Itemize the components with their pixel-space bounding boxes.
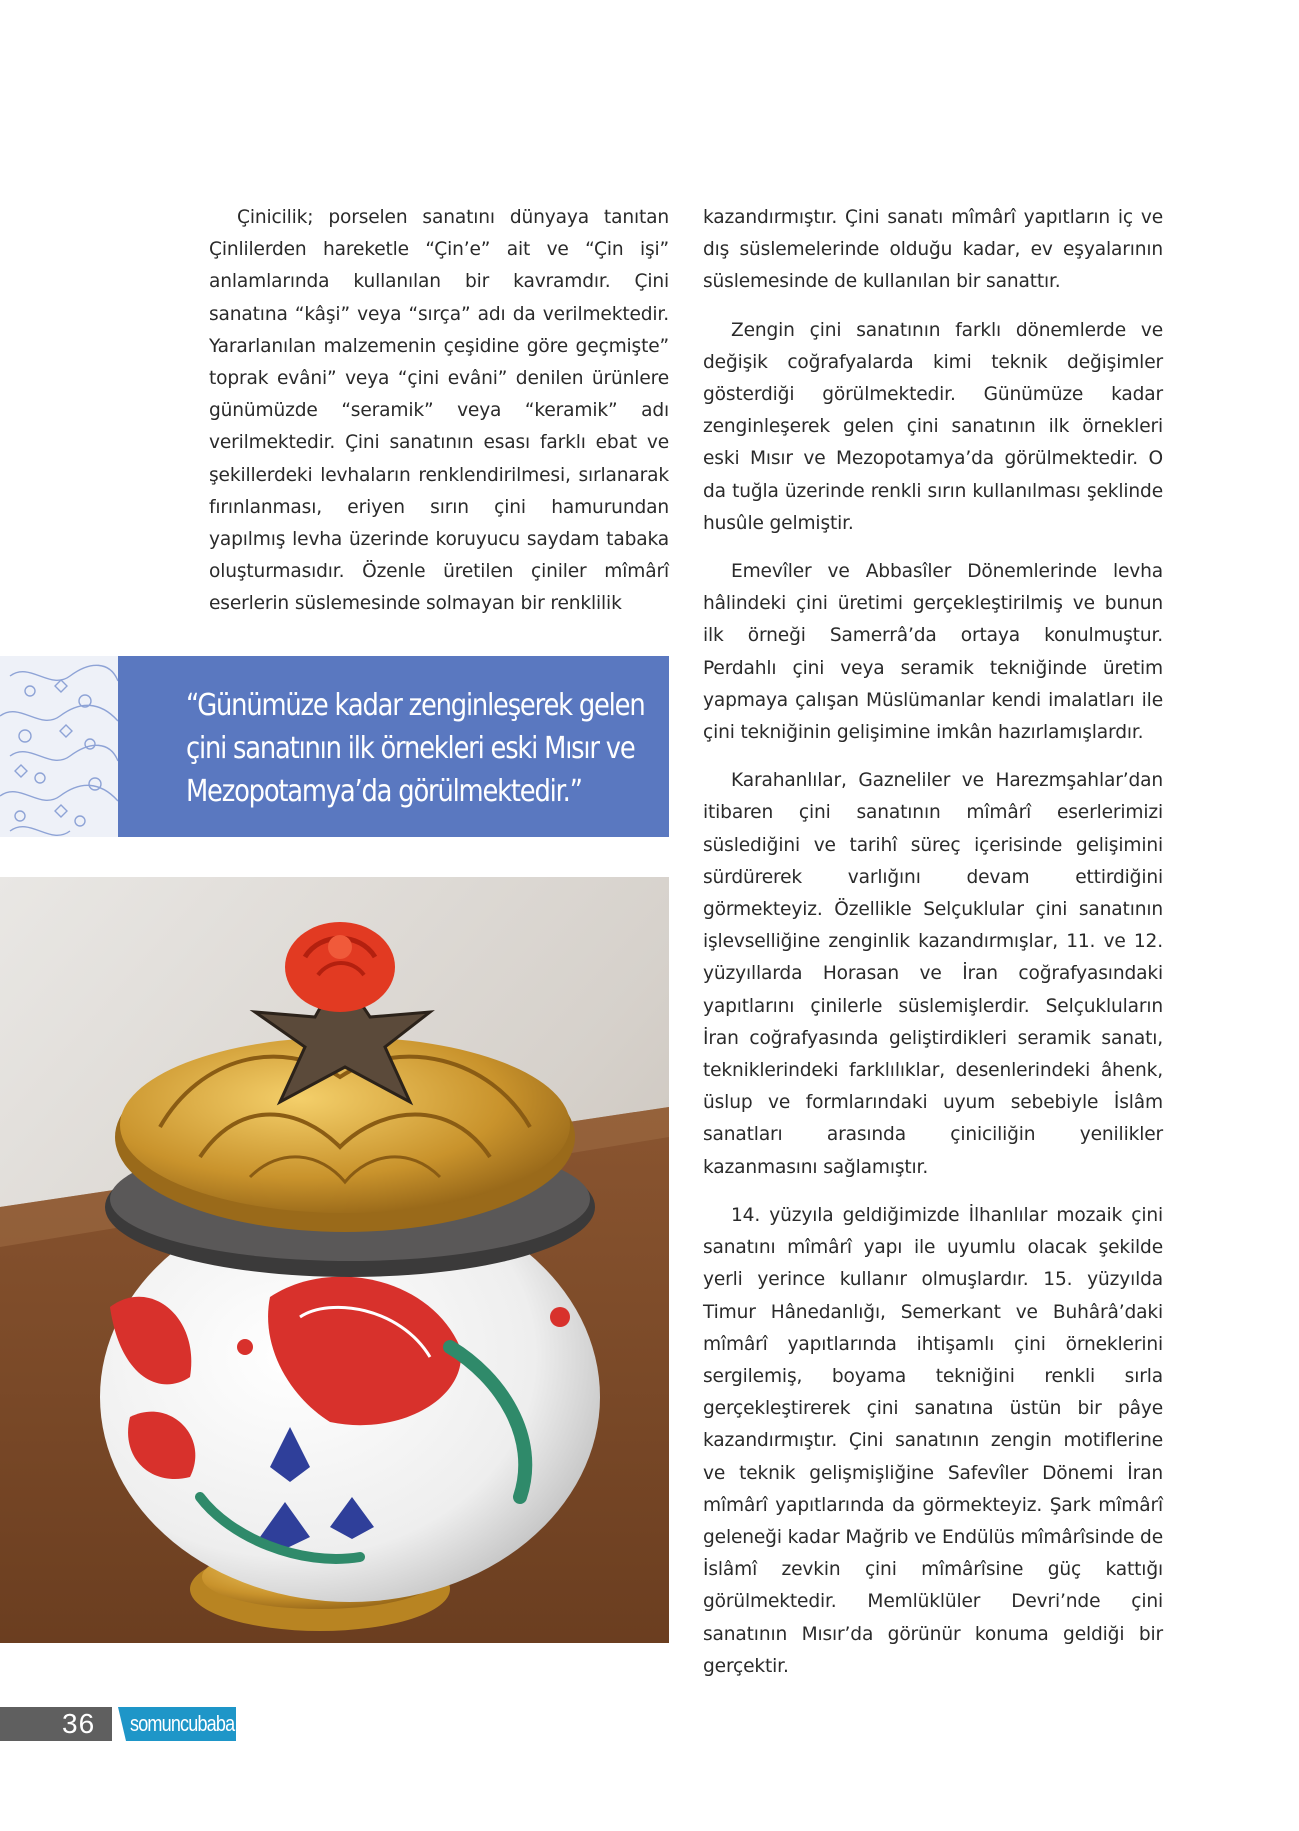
body-paragraph: Zengin çini sanatının farklı dönemlerde ve değişik coğrafyalarda kimi teknik değişimler gösterdiği görülmektedir. Günümüze kadar zenginleşerek gelen çini sanatının ilk örnekleri eski Mısır ve Mezopotamya’da görülmektedir. O da tuğla üzerinde renkli sırın kullanılması şeklinde husûle gelmiştir. [703,319,1163,534]
pull-quote-text: “Günümüze kadar zenginleşerek gelen çini sanatının ilk örnekleri eski Mısır ve Mezopotamya’da görülmektedir.” [186,688,645,809]
floral-pattern-icon [0,656,118,837]
right-text-column [703,202,1163,1699]
pull-quote-band [0,656,669,837]
ceramic-jar-illustration [0,877,669,1643]
tile-jar-photo [0,877,669,1643]
page-number-box [0,1707,112,1741]
floral-pattern-decoration [0,656,118,837]
body-paragraph: 14. yüzyıla geldiğimizde İlhanlılar mozaik çini sanatını mîmârî yapı ile uyumlu olacak şekilde yerli yerince kullanır olmuşlardır. 15. yüzyılda Timur Hânedanlığı, Semerkant ve Buhârâ’daki mîmârî yapıtlarında ihtişamlı çini örneklerini sergilemiş, boyama tekniğini renkli sırla gerçekleştirerek çini sanatına üstün bir pâye kazandırmıştır. Çini sanatının zengin motiflerine ve teknik gelişmişliğine Safevîler Dönemi İran mîmârî yapıtlarında da görmekteyiz. Şark mîmârî geleneği kadar Mağrib ve Endülüs mîmârîsinde de İslâmî zevkin çini mîmârîsine güç kattığı görülmektedir. Memlüklüler Devri’nde çini sanatının Mısır’da görünür konuma geldiği bir gerçektir. [703,1204,1163,1677]
body-paragraph: kazandırmıştır. Çini sanatı mîmârî yapıtların iç ve dış süslemelerinde olduğu kadar, ev eşyalarının süslemesinde de kullanılan bir sanattır. [703,207,1163,293]
body-paragraph: Çinicilik; porselen sanatını dünyaya tanıtan Çinlilerden hareketle “Çin’e” ait ve “Çin işi” anlamlarında kullanılan bir kavramdır. Çini sanatına “kâşi” veya “sırça” adı da verilmektedir. Yararlanılan malzemenin çeşidine göre geçmişte” toprak evâni” veya “çini evâni” denilen ürünlere günümüzde “seramik” veya “keramik” adı verilmektedir. Çini sanatının esası farklı ebat ve şekillerdeki levhaların renklendirilmesi, sırlanarak fırınlanması, eriyen sırın çini hamurundan yapılmış levha üzerinde koruyucu saydam tabaka oluşturmasıdır. Özenle üretilen çiniler mîmârî eserlerin süslemesinde solmayan bir renklilik [209,207,669,615]
body-paragraph: Karahanlılar, Gazneliler ve Harezmşahlar’dan itibaren çini sanatının mîmârî eserlerimizi süslediğini ve tarihî süreç içerisinde gelişimini sürdürerek varlığını devam ettirdiğini görmekteyiz. Özellikle Selçuklular çini sanatının işlevselliğine zenginlik kazandırmışlar, 11. ve 12. yüzyıllarda Horasan ve İran coğrafyasındaki yapıtlarını çinilerle süslemişlerdir. Selçukluların İran coğrafyasında geliştirdikleri seramik sanatı, tekniklerindeki farklılıklar, desenlerindeki âhenk, üslup ve formlarındaki uyum sebebiyle İslâm sanatları arasında çiniciliğin yenilikler kazanmasını sağlamıştır. [703,770,1163,1178]
brand-name: somuncubaba [130,1711,235,1736]
left-text-column [209,202,669,637]
page-number: 36 [62,1708,96,1739]
body-paragraph: Emevîler ve Abbasîler Dönemlerinde levha hâlindeki çini üretimi gerçekleştirilmiş ve bunun ilk örneği Samerrâ’da ortaya konulmuştur. Perdahlı çini veya seramik tekniğinde üretim yapmaya çalışan Müslümanlar kendi imalatları ile çini tekniğinin gelişimine imkân hazırlamışlardır. [703,561,1163,744]
